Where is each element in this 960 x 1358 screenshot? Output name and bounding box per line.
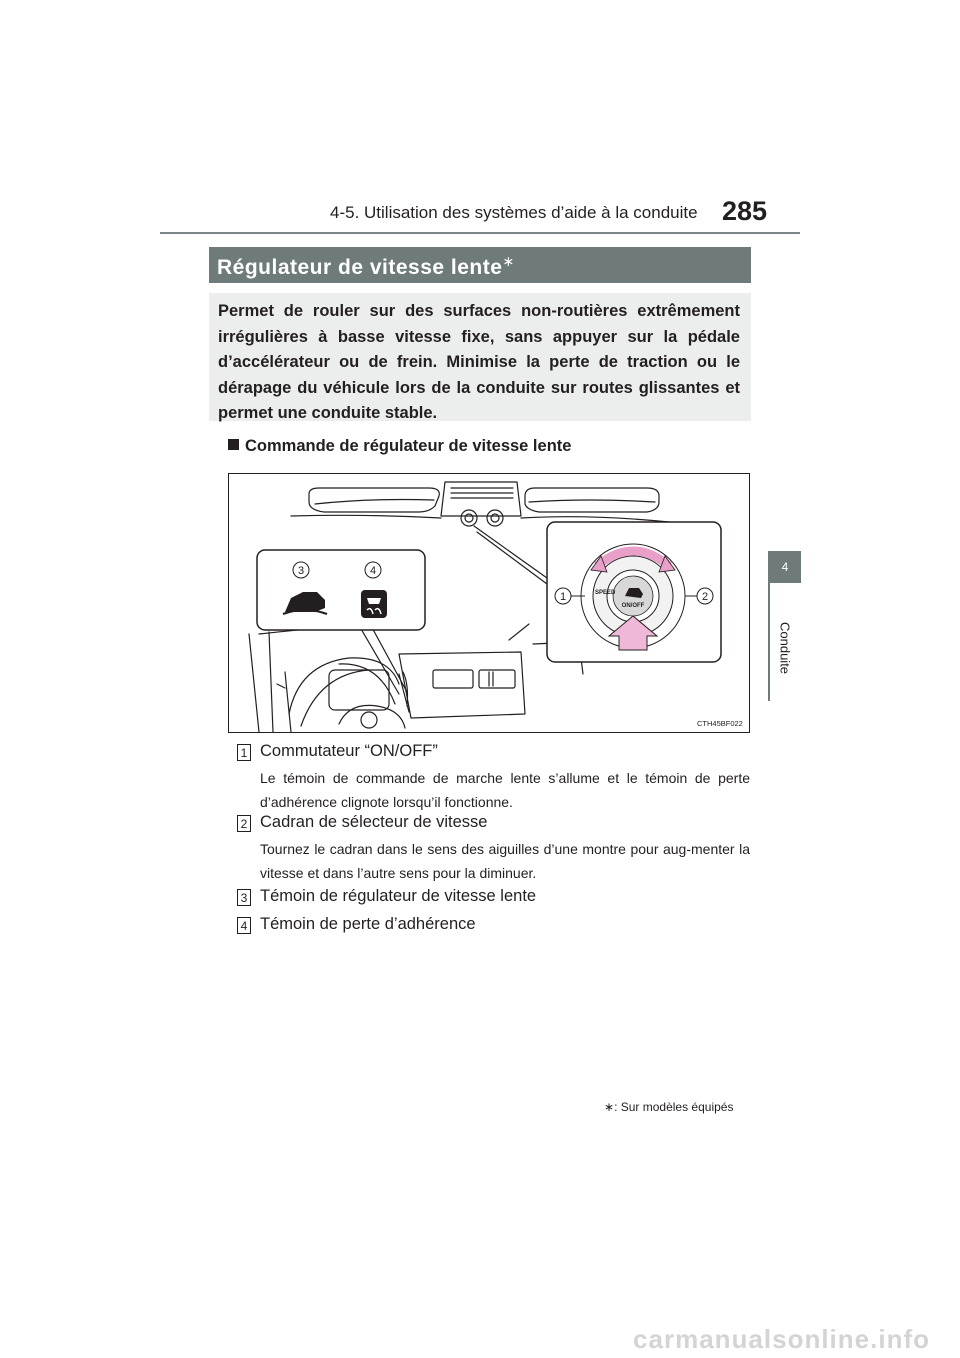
footnote-marker: ∗ (604, 1100, 615, 1114)
callout-3: 3 (297, 565, 305, 577)
figure-frame (228, 473, 750, 733)
subheading-text: Commande de régulateur de vitesse lente (245, 437, 572, 455)
page-title (217, 253, 515, 280)
speed-label: SPEED (595, 590, 616, 596)
callout-2: 2 (701, 591, 709, 603)
item-label-1: Commutateur “ON/OFF” (260, 742, 438, 760)
watermark-text: carmanualsonline.info (633, 1324, 930, 1354)
intro-text: Permet de rouler sur des surfaces non-routières extrêmement irrégulières à basse vitesse fixe, sans appuyer sur la pédale d’accélérateur ou de frein. Minimise la perte de traction ou le dérapage du véhicule lors de la conduite sur routes glissantes et permet une conduite stable. (218, 302, 740, 423)
subheading (228, 437, 571, 456)
item-label-2: Cadran de sélecteur de vitesse (260, 813, 488, 831)
item-number-1: 1 (237, 744, 251, 761)
chapter-number-tab[interactable]: 4 (769, 551, 801, 583)
page-title-text: Régulateur de vitesse lente (217, 256, 503, 279)
item-label-3: Témoin de régulateur de vitesse lente (260, 887, 537, 905)
callout-1: 1 (559, 591, 567, 603)
footnote-text: : Sur modèles équipés (614, 1100, 734, 1114)
slip-indicator-icon (361, 590, 387, 618)
footnote (604, 1100, 733, 1114)
item-number-2: 2 (237, 815, 251, 832)
item-number-4: 4 (237, 917, 251, 934)
figure-code: CTH45BF022 (697, 719, 743, 728)
callout-4: 4 (369, 565, 377, 577)
chapter-label: Conduite (777, 621, 793, 675)
item-label-4: Témoin de perte d’adhérence (260, 915, 476, 933)
item-description-2: Tournez le cadran dans le sens des aiguilles d’une montre pour aug-menter la vitesse et dans l’autre sens pour la diminuer. (260, 841, 750, 881)
header-rule (160, 232, 800, 234)
on-off-label: ON/OFF (621, 603, 645, 609)
title-footnote-marker: ∗ (502, 253, 515, 269)
item-number-3: 3 (237, 889, 251, 906)
item-description-1: Le témoin de commande de marche lente s’allume et le témoin de perte d’adhérence clignote lorsqu’il fonctionne. (260, 770, 750, 810)
section-title: 4-5. Utilisation des systèmes d’aide à la conduite (330, 203, 698, 222)
square-bullet-icon (228, 439, 239, 450)
indicator-callout-box (257, 550, 425, 630)
dashboard-illustration (229, 474, 749, 732)
page-number: 285 (722, 196, 768, 226)
